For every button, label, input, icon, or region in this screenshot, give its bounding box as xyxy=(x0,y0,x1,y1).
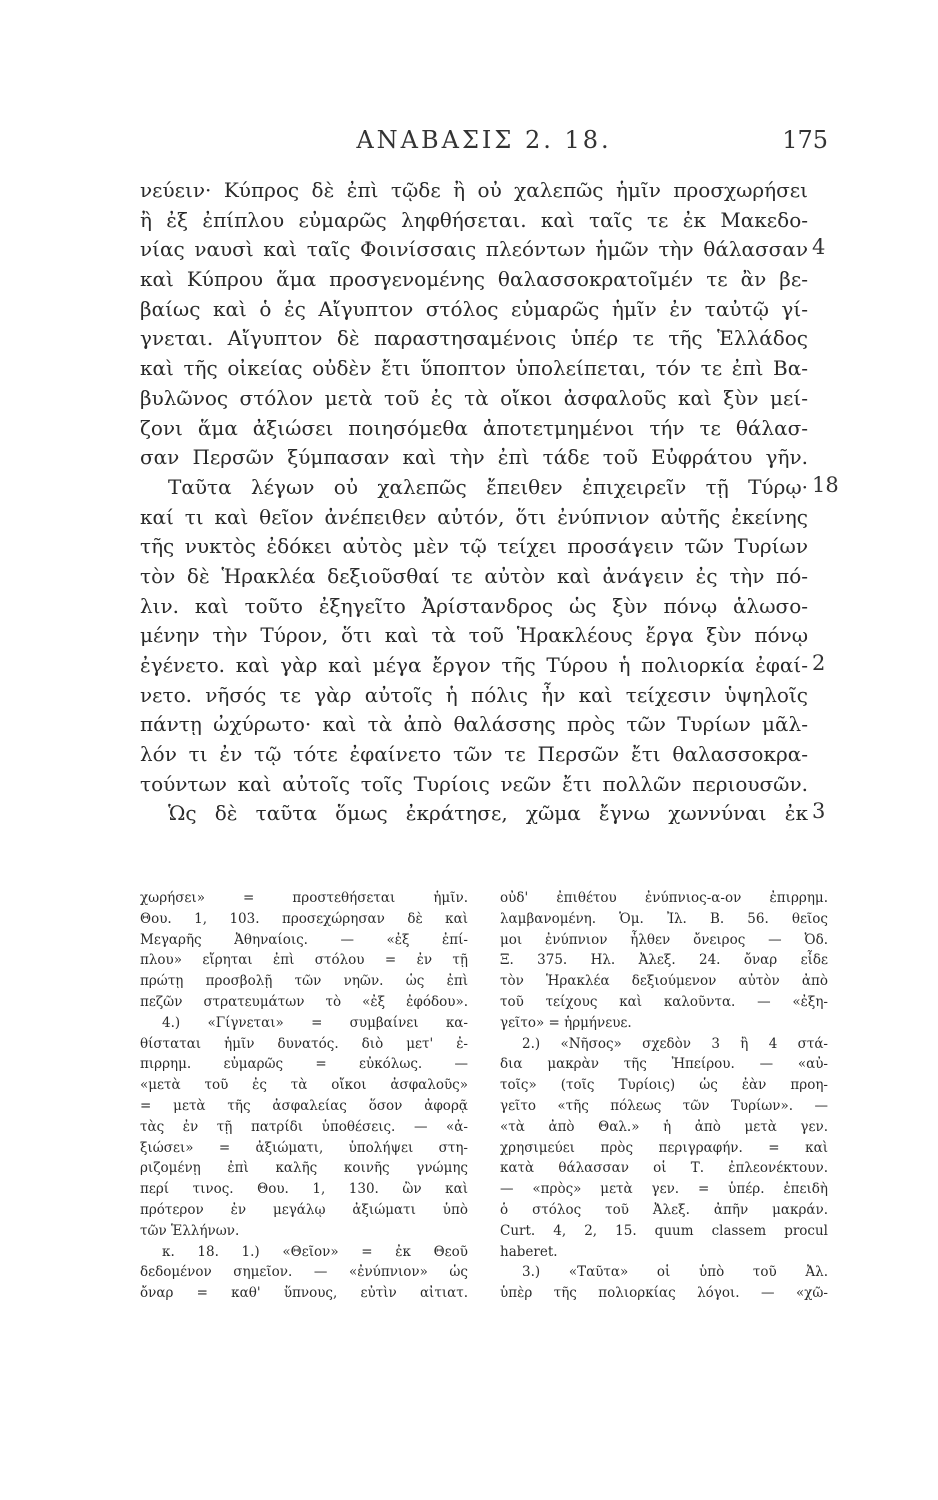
note-line: κατὰ θάλασσαν οἱ Τ. ἐπλεονέκτουν. xyxy=(500,1160,828,1177)
main-line: νετο. νῆσός τε γὰρ αὐτοῖς ἡ πόλις ἦν καὶ τείχεσιν ὑψηλοῖς xyxy=(140,682,808,707)
note-line: ξιώσει» = ἀξιώματι, ὑπολήψει στη- xyxy=(140,1139,468,1156)
note-line: 3.) «Ταῦτα» οἱ ὑπὸ τοῦ Ἀλ. xyxy=(522,1264,828,1281)
note-line: Ξ. 375. Ηλ. Ἀλεξ. 24. ὄναρ εἶδε xyxy=(500,952,828,969)
note-line: οὐδ' ἐπιθέτου ἐνύπνιος-α-ον ἐπιρρημ. xyxy=(500,890,828,906)
main-line: νίας ναυσὶ καὶ ταῖς Φοινίσσαις πλεόντων ἡμῶν τὴν θάλασσαν xyxy=(140,237,808,262)
main-line: ζονι ἅμα ἀξιώσει ποιησόμεθα ἀποτετμημένοι τήν τε θάλασ- xyxy=(140,415,808,440)
note-line: τῶν Ἑλλήνων. xyxy=(140,1222,240,1239)
section-number: 18 xyxy=(812,473,839,497)
note-line: λαμβανομένη. Ὁμ. Ἰλ. Β. 56. θεῖος xyxy=(500,910,828,927)
main-line: καὶ τῆς οἰκείας οὐδὲν ἔτι ὕποπτον ὑπολείπεται, τόν τε ἐπὶ Βα- xyxy=(140,356,808,381)
main-line: σαν Περσῶν ξύμπασαν καὶ τὴν ἐπὶ τάδε τοῦ Εὐφράτου γῆν. xyxy=(140,445,808,470)
note-line: «μετὰ τοῦ ἐς τὰ οἴκοι ἀσφαλοῦς» xyxy=(140,1077,468,1094)
page-header xyxy=(140,126,828,156)
note-line: γεῖτο «τῆς πόλεως τῶν Τυρίων». — xyxy=(500,1097,828,1114)
note-line: μοι ἐνύπνιον ἦλθεν ὄνειρος — Ὀδ. xyxy=(500,931,828,948)
main-line: καὶ Κύπρου ἅμα προσγενομένης θαλασσοκρατοῖμέν τε ἂν βε- xyxy=(140,267,808,292)
note-line: Curt. 4, 2, 15. quum classem procul xyxy=(500,1222,828,1239)
main-line: μένην τὴν Τύρον, ὅτι καὶ τὰ τοῦ Ἡρακλέους ἔργα ξὺν πόνῳ xyxy=(140,623,808,648)
note-line: 2.) «Νῆσος» σχεδὸν 3 ἢ 4 στά- xyxy=(522,1035,828,1052)
note-line: χρησιμεύει πρὸς περιγραφήν. = καὶ xyxy=(500,1139,828,1156)
main-line: πάντῃ ὠχύρωτο· καὶ τὰ ἀπὸ θαλάσσης πρὸς τῶν Τυρίων μᾶλ- xyxy=(140,712,808,737)
note-line: «τὰ ἀπὸ Θαλ.» ἡ ἀπὸ μετὰ γεν. xyxy=(500,1118,828,1135)
footnotes-left-column xyxy=(140,888,468,1304)
footnotes-right-column xyxy=(500,888,828,1304)
note-line: τὸν Ἡρακλέα δεξιούμενον αὐτὸν ἀπὸ xyxy=(500,973,828,990)
main-line: καί τι καὶ θεῖον ἀνέπειθεν αὐτόν, ὅτι ἐνύπνιον αὐτῆς ἐκείνης xyxy=(140,504,808,529)
note-line: ὁ στόλος τοῦ Ἀλεξ. ἀπῆν μακράν. xyxy=(500,1201,828,1218)
main-line: λιν. καὶ τοῦτο ἐξηγεῖτο Ἀρίστανδρος ὡς ξὺν πόνῳ ἁλωσο- xyxy=(140,593,808,618)
note-line: πεζῶν στρατευμάτων τὸ «ἐξ ἐφόδου». xyxy=(140,993,468,1010)
footnotes xyxy=(140,888,828,1304)
page-number: 175 xyxy=(782,126,828,154)
note-line: haberet. xyxy=(500,1243,558,1260)
note-line: τὰς ἐν τῇ πατρίδι ὑποθέσεις. — «ἀ- xyxy=(140,1118,468,1135)
main-line: τούντων καὶ αὐτοῖς τοῖς Τυρίοις νεῶν ἔτι πολλῶν περιουσῶν. xyxy=(140,771,808,796)
note-line: τοῦ τείχους καὶ καλοῦντα. — «ἐξη- xyxy=(500,993,828,1010)
main-line: γνεται. Αἴγυπτον δὲ παραστησαμένοις ὑπέρ τε τῆς Ἑλλάδος xyxy=(140,326,808,351)
main-line: τῆς νυκτὸς ἐδόκει αὐτὸς μὲν τῷ τείχει προσάγειν τῶν Τυρίων xyxy=(140,534,808,559)
note-line: περί τινος. Θου. 1, 130. ὢν καὶ xyxy=(140,1181,468,1198)
main-line: βυλῶνος στόλον μετὰ τοῦ ἐς τὰ οἴκοι ἀσφαλοῦς καὶ ξὺν μεί- xyxy=(140,385,808,410)
section-number: 4 xyxy=(812,235,826,259)
note-line: 4.) «Γίγνεται» = συμβαίνει κα- xyxy=(162,1014,468,1031)
note-line: γεῖτο» = ἡρμήνευε. xyxy=(500,1014,632,1031)
note-line: θίσταται ἡμῖν δυνατός. διὸ μετ' ἐ- xyxy=(140,1035,468,1052)
main-line: λόν τι ἐν τῷ τότε ἐφαίνετο τῶν τε Περσῶν ἔτι θαλασσοκρα- xyxy=(140,742,808,767)
note-line: χωρήσει» = προστεθήσεται ἡμῖν. xyxy=(140,890,468,906)
note-line: κ. 18. 1.) «Θεῖον» = ἐκ Θεοῦ xyxy=(162,1243,468,1260)
note-line: ριζομένῃ ἐπὶ καλῆς κοινῆς γνώμης xyxy=(140,1160,468,1177)
note-line: πρώτῃ προσβολῇ τῶν νηῶν. ὡς ἐπὶ xyxy=(140,973,468,990)
note-line: = μετὰ τῆς ἀσφαλείας ὅσον ἀφορᾷ xyxy=(140,1097,468,1114)
note-line: δια μακρὰν τῆς Ἠπείρου. — «αὐ- xyxy=(500,1056,828,1073)
main-line: ἢ ἐξ ἐπίπλου εὐμαρῶς ληφθήσεται. καὶ ταῖς τε ἐκ Μακεδο- xyxy=(140,207,808,232)
main-line: ἐγένετο. καὶ γὰρ καὶ μέγα ἔργον τῆς Τύρου ἡ πολιορκία ἐφαί- xyxy=(140,653,808,677)
main-line: βαίως καὶ ὁ ἐς Αἴγυπτον στόλος εὐμαρῶς ἡμῖν ἐν ταὐτῷ γί- xyxy=(140,296,808,321)
note-line: Μεγαρῆς Ἀθηναίοις. — «ἐξ ἐπί- xyxy=(140,931,468,948)
note-line: ὄναρ = καθ' ὕπνους, εὐτὶν αἰτιατ. xyxy=(140,1285,468,1302)
section-number: 3 xyxy=(812,799,826,823)
main-line: Ὡς δὲ ταῦτα ὅμως ἐκράτησε, χῶμα ἔγνω χωννύναι ἐκ xyxy=(168,801,808,826)
running-head: ΑΝΑΒΑΣΙΣ 2. 18. xyxy=(356,126,612,154)
note-line: πλου» εἴρηται ἐπὶ στόλου = ἐν τῇ xyxy=(140,952,468,969)
main-line: νεύειν· Κύπρος δὲ ἐπὶ τῷδε ἢ οὐ χαλεπῶς ἡμῖν προσχωρήσει xyxy=(140,178,808,202)
section-number: 2 xyxy=(812,651,826,675)
note-line: πιρρημ. εὐμαρῶς = εὐκόλως. — xyxy=(140,1056,468,1073)
main-text xyxy=(140,176,839,829)
main-line: τὸν δὲ Ἡρακλέα δεξιοῦσθαί τε αὐτὸν καὶ ἀνάγειν ἐς τὴν πό- xyxy=(140,563,808,588)
note-line: πρότερον ἐν μεγάλῳ ἀξιώματι ὑπὸ xyxy=(140,1201,468,1218)
note-line: — «πρὸς» μετὰ γεν. = ὑπέρ. ἐπειδὴ xyxy=(500,1181,828,1198)
note-line: δεδομένον σημεῖον. — «ἐνύπνιον» ὡς xyxy=(140,1264,468,1281)
main-line: Ταῦτα λέγων οὐ χαλεπῶς ἔπειθεν ἐπιχειρεῖν τῇ Τύρῳ· xyxy=(168,474,808,499)
note-line: τοῖς» (τοῖς Τυρίοις) ὡς ἐὰν προη- xyxy=(500,1077,828,1094)
note-line: Θου. 1, 103. προσεχώρησαν δὲ καὶ xyxy=(140,910,468,927)
note-line: ὑπὲρ τῆς πολιορκίας λόγοι. — «χῶ- xyxy=(500,1285,828,1302)
